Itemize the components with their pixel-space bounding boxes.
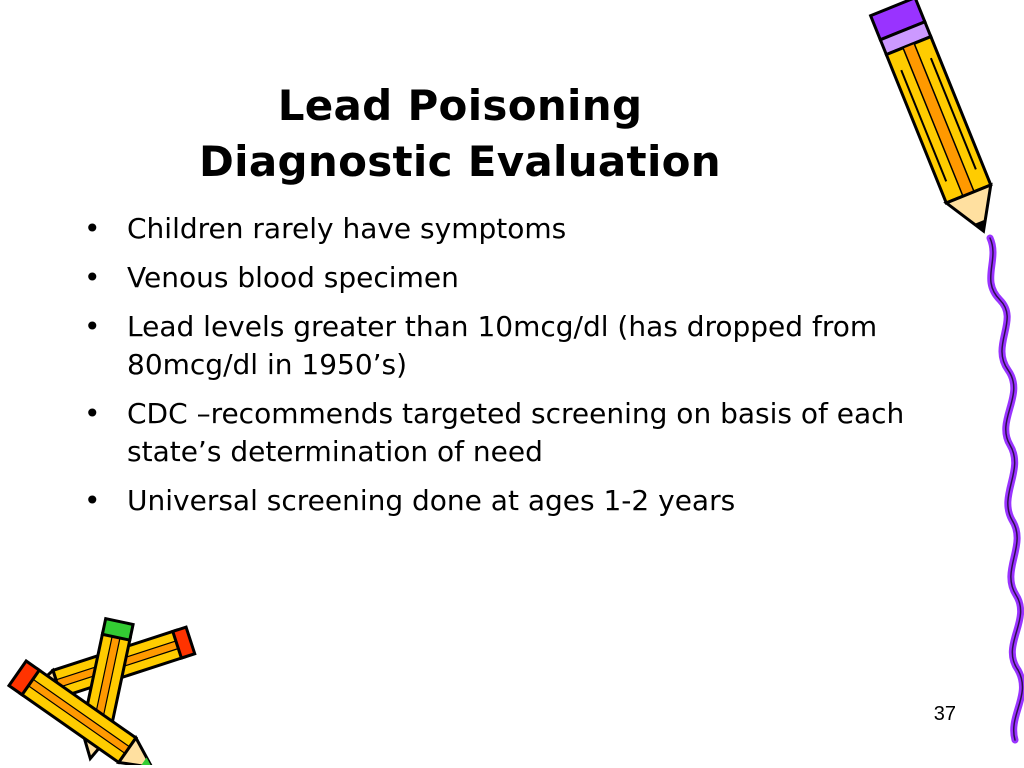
title-line-1: Lead Poisoning bbox=[277, 81, 643, 130]
bullet-text: Venous blood specimen bbox=[127, 261, 459, 294]
bullet-item bbox=[82, 395, 922, 471]
bullet-dot: • bbox=[84, 397, 101, 430]
slide-title bbox=[150, 78, 770, 190]
bullet-item bbox=[82, 259, 922, 297]
bullet-item bbox=[82, 308, 922, 384]
bullet-text: Universal screening done at ages 1-2 years bbox=[127, 484, 736, 517]
pencil-with-scribble-icon bbox=[850, 0, 1024, 768]
bullet-dot: • bbox=[84, 310, 101, 343]
bullet-text: Lead levels greater than 10mcg/dl (has dropped from 80mcg/dl in 1950’s) bbox=[127, 310, 878, 381]
title-line-2: Diagnostic Evaluation bbox=[199, 137, 721, 186]
crossed-pencils-icon bbox=[0, 615, 210, 765]
bullet-dot: • bbox=[84, 261, 101, 294]
bullet-dot: • bbox=[84, 212, 101, 245]
slide-number: 37 bbox=[933, 703, 956, 725]
bullet-item bbox=[82, 482, 922, 520]
bullet-list bbox=[82, 210, 922, 531]
bullet-text: CDC –recommends targeted screening on basis of each state’s determination of need bbox=[127, 397, 905, 468]
bullet-item bbox=[82, 210, 922, 248]
bullet-text: Children rarely have symptoms bbox=[127, 212, 567, 245]
bullet-dot: • bbox=[84, 484, 101, 517]
